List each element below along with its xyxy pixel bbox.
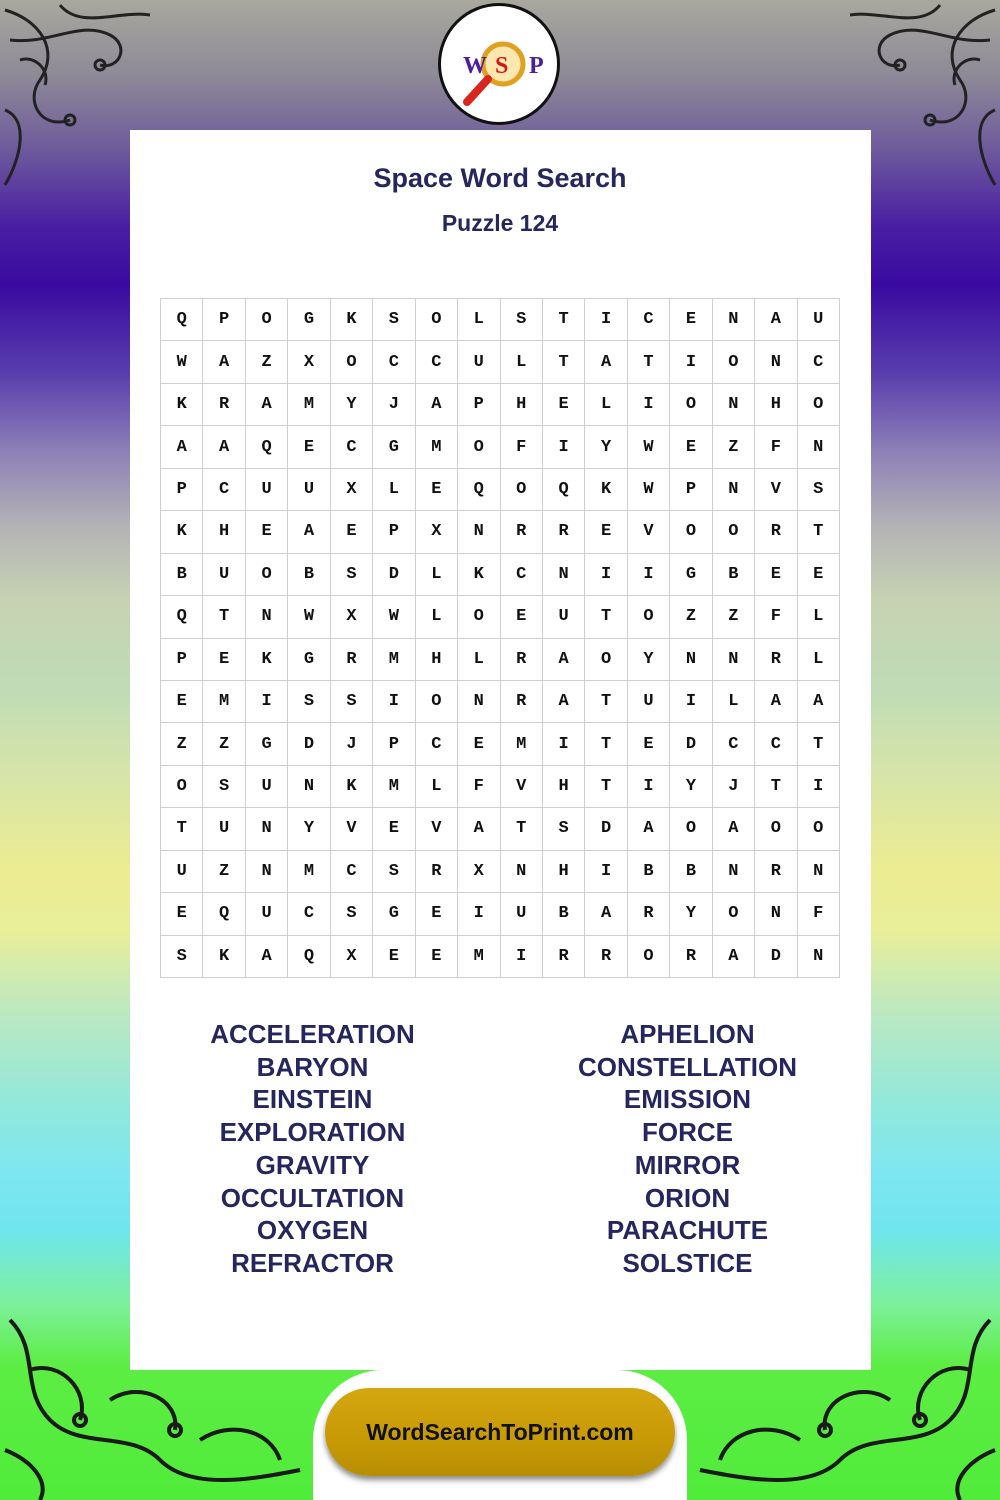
magnifier-icon <box>441 6 557 122</box>
grid-cell[interactable]: P <box>161 469 203 511</box>
grid-cell[interactable]: Z <box>246 341 288 383</box>
grid-cell[interactable]: I <box>585 299 627 341</box>
word-item: ACCELERATION <box>210 1019 415 1049</box>
grid-cell[interactable]: O <box>501 469 543 511</box>
grid-cell[interactable]: Y <box>670 893 712 935</box>
grid-cell[interactable]: O <box>246 299 288 341</box>
grid-cell[interactable]: E <box>288 426 330 468</box>
grid-cell[interactable]: I <box>543 426 585 468</box>
grid-cell[interactable]: E <box>373 808 415 850</box>
grid-cell[interactable]: A <box>585 341 627 383</box>
grid-cell[interactable]: N <box>798 936 840 978</box>
word-item: OXYGEN <box>256 1215 369 1246</box>
grid-cell[interactable]: V <box>755 469 797 511</box>
grid-cell[interactable]: B <box>161 554 203 596</box>
grid-cell[interactable]: S <box>161 936 203 978</box>
grid-cell[interactable]: R <box>203 384 245 426</box>
grid-cell[interactable]: U <box>246 766 288 808</box>
grid-cell[interactable]: A <box>543 639 585 681</box>
grid-cell[interactable]: W <box>628 469 670 511</box>
site-link-button[interactable]: WordSearchToPrint.com <box>325 1388 675 1476</box>
grid-cell[interactable]: S <box>798 469 840 511</box>
wsp-logo <box>438 3 560 125</box>
grid-cell[interactable]: X <box>458 851 500 893</box>
grid-cell[interactable]: H <box>203 511 245 553</box>
grid-cell[interactable]: G <box>670 554 712 596</box>
grid-cell[interactable]: C <box>798 341 840 383</box>
grid-cell[interactable]: O <box>798 384 840 426</box>
grid-cell[interactable]: T <box>543 341 585 383</box>
grid-cell[interactable]: O <box>713 893 755 935</box>
grid-cell[interactable]: O <box>670 384 712 426</box>
grid-cell[interactable]: E <box>458 723 500 765</box>
grid-cell[interactable]: S <box>331 554 373 596</box>
grid-cell[interactable]: R <box>755 511 797 553</box>
grid-cell[interactable]: A <box>755 681 797 723</box>
grid-cell[interactable]: C <box>416 723 458 765</box>
grid-cell[interactable]: P <box>670 469 712 511</box>
grid-cell[interactable]: B <box>288 554 330 596</box>
grid-cell[interactable]: P <box>458 384 500 426</box>
grid-cell[interactable]: K <box>161 511 203 553</box>
grid-cell[interactable]: R <box>416 851 458 893</box>
grid-cell[interactable]: N <box>798 851 840 893</box>
grid-cell[interactable]: A <box>755 299 797 341</box>
grid-cell[interactable]: A <box>713 936 755 978</box>
grid-cell[interactable]: U <box>246 893 288 935</box>
grid-cell[interactable]: B <box>670 851 712 893</box>
grid-cell[interactable]: V <box>416 808 458 850</box>
grid-cell[interactable]: S <box>331 681 373 723</box>
grid-cell[interactable]: D <box>585 808 627 850</box>
word-item: SOLSTICE <box>622 1247 753 1278</box>
grid-cell[interactable]: D <box>670 723 712 765</box>
grid-cell[interactable]: G <box>246 723 288 765</box>
grid-cell[interactable]: I <box>628 554 670 596</box>
logo-letter-s: S <box>495 53 509 79</box>
puzzle-number: Puzzle 124 <box>441 210 559 236</box>
grid-cell[interactable]: G <box>373 893 415 935</box>
grid-cell[interactable]: S <box>288 681 330 723</box>
grid-cell[interactable]: W <box>288 596 330 638</box>
grid-cell[interactable]: L <box>798 596 840 638</box>
grid-cell[interactable]: K <box>458 554 500 596</box>
grid-cell[interactable]: R <box>755 639 797 681</box>
grid-cell[interactable]: N <box>458 511 500 553</box>
grid-cell[interactable]: E <box>755 554 797 596</box>
logo-letter-p: P <box>529 53 544 79</box>
grid-cell[interactable]: U <box>501 893 543 935</box>
grid-cell[interactable]: I <box>501 936 543 978</box>
grid-cell[interactable]: P <box>161 639 203 681</box>
grid-cell[interactable]: O <box>670 808 712 850</box>
grid-cell[interactable]: N <box>288 766 330 808</box>
letter-grid <box>160 298 840 978</box>
grid-cell[interactable]: I <box>458 893 500 935</box>
grid-cell[interactable]: Q <box>543 469 585 511</box>
logo-letter-w: W <box>463 53 487 79</box>
grid-cell[interactable]: D <box>755 936 797 978</box>
grid-cell[interactable]: V <box>331 808 373 850</box>
grid-cell[interactable]: N <box>713 384 755 426</box>
grid-cell[interactable]: O <box>246 554 288 596</box>
grid-cell[interactable]: C <box>628 299 670 341</box>
grid-cell[interactable]: K <box>331 766 373 808</box>
grid-cell[interactable]: D <box>373 554 415 596</box>
grid-cell[interactable]: Q <box>288 936 330 978</box>
word-item: PARACHUTE <box>606 1215 769 1246</box>
grid-cell[interactable]: P <box>203 299 245 341</box>
grid-cell[interactable]: M <box>501 723 543 765</box>
grid-cell[interactable]: C <box>203 469 245 511</box>
grid-cell[interactable]: N <box>458 681 500 723</box>
grid-cell[interactable]: U <box>203 808 245 850</box>
grid-cell[interactable]: L <box>416 766 458 808</box>
grid-cell[interactable]: E <box>161 893 203 935</box>
grid-cell[interactable]: E <box>670 426 712 468</box>
grid-cell[interactable]: W <box>373 596 415 638</box>
grid-cell[interactable]: E <box>628 723 670 765</box>
grid-cell[interactable]: Y <box>628 639 670 681</box>
grid-cell[interactable]: N <box>543 554 585 596</box>
grid-cell[interactable]: L <box>585 384 627 426</box>
grid-cell[interactable]: L <box>416 596 458 638</box>
grid-cell[interactable]: O <box>331 341 373 383</box>
grid-cell[interactable]: T <box>543 299 585 341</box>
grid-cell[interactable]: R <box>670 936 712 978</box>
grid-cell[interactable]: X <box>331 936 373 978</box>
grid-cell[interactable]: T <box>585 723 627 765</box>
grid-cell[interactable]: T <box>161 808 203 850</box>
grid-cell[interactable]: Y <box>288 808 330 850</box>
grid-cell[interactable]: O <box>458 426 500 468</box>
grid-cell[interactable]: F <box>458 766 500 808</box>
grid-cell[interactable]: Z <box>713 426 755 468</box>
grid-cell[interactable]: M <box>288 384 330 426</box>
grid-cell[interactable]: S <box>501 299 543 341</box>
grid-cell[interactable]: Z <box>161 723 203 765</box>
grid-cell[interactable]: R <box>501 681 543 723</box>
grid-cell[interactable]: Z <box>203 851 245 893</box>
grid-cell[interactable]: A <box>246 384 288 426</box>
grid-cell[interactable]: O <box>628 936 670 978</box>
grid-cell[interactable]: T <box>585 681 627 723</box>
grid-cell[interactable]: E <box>203 639 245 681</box>
grid-cell[interactable]: Q <box>203 893 245 935</box>
grid-cell[interactable]: Q <box>161 596 203 638</box>
word-item: ORION <box>644 1182 731 1213</box>
grid-cell[interactable]: J <box>331 723 373 765</box>
grid-cell[interactable]: E <box>416 936 458 978</box>
grid-cell[interactable]: I <box>543 723 585 765</box>
grid-cell[interactable]: N <box>713 469 755 511</box>
grid-cell[interactable]: R <box>543 936 585 978</box>
grid-cell[interactable]: O <box>585 639 627 681</box>
word-item: EMISSION <box>623 1084 752 1115</box>
grid-cell[interactable]: S <box>203 766 245 808</box>
grid-cell[interactable]: A <box>798 681 840 723</box>
grid-cell[interactable]: C <box>373 341 415 383</box>
grid-cell[interactable]: C <box>331 851 373 893</box>
grid-cell[interactable]: H <box>416 639 458 681</box>
grid-cell[interactable]: T <box>203 596 245 638</box>
grid-cell[interactable]: T <box>798 723 840 765</box>
grid-cell[interactable]: R <box>628 893 670 935</box>
grid-cell[interactable]: L <box>458 639 500 681</box>
grid-cell[interactable]: I <box>628 384 670 426</box>
grid-cell[interactable]: F <box>501 426 543 468</box>
grid-cell[interactable]: U <box>161 851 203 893</box>
grid-cell[interactable]: A <box>543 681 585 723</box>
grid-cell[interactable]: C <box>288 893 330 935</box>
grid-cell[interactable]: T <box>628 341 670 383</box>
grid-cell[interactable]: V <box>501 766 543 808</box>
grid-cell[interactable]: E <box>670 299 712 341</box>
grid-cell[interactable]: T <box>585 596 627 638</box>
grid-cell[interactable]: I <box>628 766 670 808</box>
grid-cell[interactable]: S <box>373 299 415 341</box>
grid-cell[interactable]: L <box>798 639 840 681</box>
grid-cell[interactable]: G <box>288 639 330 681</box>
grid-cell[interactable]: T <box>755 766 797 808</box>
grid-cell[interactable]: O <box>628 596 670 638</box>
grid-cell[interactable]: T <box>798 511 840 553</box>
grid-cell[interactable]: R <box>331 639 373 681</box>
grid-cell[interactable]: X <box>288 341 330 383</box>
grid-cell[interactable]: E <box>798 554 840 596</box>
grid-cell[interactable]: I <box>670 681 712 723</box>
grid-cell[interactable]: G <box>288 299 330 341</box>
word-item: OCCULTATION <box>220 1182 405 1213</box>
grid-cell[interactable]: A <box>246 936 288 978</box>
grid-cell[interactable]: K <box>203 936 245 978</box>
grid-cell[interactable]: V <box>628 511 670 553</box>
grid-cell[interactable]: G <box>373 426 415 468</box>
grid-cell[interactable]: L <box>458 299 500 341</box>
grid-cell[interactable]: M <box>373 639 415 681</box>
grid-cell[interactable]: A <box>713 808 755 850</box>
grid-cell[interactable]: N <box>246 596 288 638</box>
grid-cell[interactable]: U <box>458 341 500 383</box>
grid-cell[interactable]: T <box>585 766 627 808</box>
grid-cell[interactable]: H <box>501 384 543 426</box>
grid-cell[interactable]: D <box>288 723 330 765</box>
grid-cell[interactable]: Y <box>670 766 712 808</box>
grid-cell[interactable]: H <box>543 766 585 808</box>
grid-cell[interactable]: K <box>585 469 627 511</box>
grid-cell[interactable]: Q <box>458 469 500 511</box>
grid-cell[interactable]: E <box>161 681 203 723</box>
grid-cell[interactable]: J <box>373 384 415 426</box>
grid-cell[interactable]: N <box>755 893 797 935</box>
grid-cell[interactable]: C <box>416 341 458 383</box>
grid-cell[interactable]: A <box>203 426 245 468</box>
grid-cell[interactable]: K <box>331 299 373 341</box>
grid-cell[interactable]: S <box>373 851 415 893</box>
grid-cell[interactable]: R <box>543 511 585 553</box>
grid-cell[interactable]: O <box>713 341 755 383</box>
grid-cell[interactable]: X <box>416 511 458 553</box>
grid-cell[interactable]: F <box>798 893 840 935</box>
word-item: APHELION <box>620 1019 755 1049</box>
grid-cell[interactable]: I <box>585 554 627 596</box>
grid-cell[interactable]: E <box>416 893 458 935</box>
word-list-right <box>535 1018 840 1280</box>
grid-cell[interactable]: C <box>501 554 543 596</box>
grid-cell[interactable]: K <box>161 384 203 426</box>
grid-cell[interactable]: A <box>458 808 500 850</box>
grid-cell[interactable]: T <box>501 808 543 850</box>
grid-cell[interactable]: A <box>203 341 245 383</box>
grid-cell[interactable]: R <box>501 511 543 553</box>
grid-cell[interactable]: Q <box>161 299 203 341</box>
word-item: FORCE <box>642 1117 733 1148</box>
grid-cell[interactable]: B <box>713 554 755 596</box>
grid-cell[interactable]: Q <box>246 426 288 468</box>
grid-cell[interactable]: A <box>416 384 458 426</box>
grid-cell[interactable]: M <box>203 681 245 723</box>
grid-cell[interactable]: O <box>458 596 500 638</box>
grid-cell[interactable]: R <box>585 936 627 978</box>
grid-cell[interactable]: B <box>543 893 585 935</box>
grid-cell[interactable]: M <box>416 426 458 468</box>
word-item: EXPLORATION <box>219 1117 406 1148</box>
grid-cell[interactable]: M <box>458 936 500 978</box>
word-item: MIRROR <box>634 1149 741 1180</box>
grid-cell[interactable]: E <box>585 511 627 553</box>
grid-cell[interactable]: E <box>373 936 415 978</box>
grid-cell[interactable]: P <box>373 511 415 553</box>
page-title: Space Word Search <box>373 163 627 193</box>
grid-cell[interactable]: W <box>161 341 203 383</box>
grid-cell[interactable]: E <box>543 384 585 426</box>
grid-cell[interactable]: N <box>246 851 288 893</box>
grid-cell[interactable]: N <box>713 851 755 893</box>
grid-cell[interactable]: I <box>798 766 840 808</box>
grid-cell[interactable]: E <box>246 511 288 553</box>
grid-cell[interactable]: A <box>161 426 203 468</box>
grid-cell[interactable]: X <box>331 596 373 638</box>
grid-cell[interactable]: N <box>246 808 288 850</box>
grid-cell[interactable]: E <box>331 511 373 553</box>
grid-cell[interactable]: O <box>713 511 755 553</box>
grid-cell[interactable]: N <box>501 851 543 893</box>
grid-cell[interactable]: B <box>628 851 670 893</box>
grid-cell[interactable]: K <box>246 639 288 681</box>
grid-cell[interactable]: E <box>501 596 543 638</box>
grid-cell[interactable]: O <box>670 511 712 553</box>
grid-cell[interactable]: Y <box>585 426 627 468</box>
grid-cell[interactable]: H <box>755 384 797 426</box>
grid-cell[interactable]: N <box>755 341 797 383</box>
grid-cell[interactable]: L <box>373 469 415 511</box>
grid-cell[interactable]: A <box>288 511 330 553</box>
word-item: GRAVITY <box>255 1149 370 1180</box>
grid-cell[interactable]: Z <box>713 596 755 638</box>
grid-cell[interactable]: S <box>543 808 585 850</box>
grid-cell[interactable]: R <box>501 639 543 681</box>
grid-cell[interactable]: W <box>628 426 670 468</box>
grid-cell[interactable]: S <box>331 893 373 935</box>
grid-cell[interactable]: J <box>713 766 755 808</box>
grid-cell[interactable]: O <box>755 808 797 850</box>
grid-cell[interactable]: C <box>713 723 755 765</box>
grid-cell[interactable]: I <box>670 341 712 383</box>
grid-cell[interactable]: U <box>628 681 670 723</box>
grid-cell[interactable]: M <box>288 851 330 893</box>
grid-cell[interactable]: R <box>755 851 797 893</box>
grid-cell[interactable]: L <box>501 341 543 383</box>
grid-cell[interactable]: A <box>585 893 627 935</box>
grid-cell[interactable]: I <box>246 681 288 723</box>
grid-cell[interactable]: N <box>798 426 840 468</box>
word-item: CONSTELLATION <box>577 1051 798 1082</box>
grid-cell[interactable]: Z <box>203 723 245 765</box>
grid-cell[interactable]: O <box>416 681 458 723</box>
grid-cell[interactable]: Z <box>670 596 712 638</box>
grid-cell[interactable]: E <box>416 469 458 511</box>
grid-cell[interactable]: U <box>798 299 840 341</box>
grid-cell[interactable]: U <box>288 469 330 511</box>
grid-cell[interactable]: H <box>543 851 585 893</box>
grid-cell[interactable]: O <box>161 766 203 808</box>
grid-cell[interactable]: O <box>416 299 458 341</box>
grid-cell[interactable]: N <box>713 639 755 681</box>
grid-cell[interactable]: U <box>246 469 288 511</box>
grid-cell[interactable]: X <box>331 469 373 511</box>
word-item: EINSTEIN <box>252 1084 373 1115</box>
grid-cell[interactable]: A <box>628 808 670 850</box>
word-item: REFRACTOR <box>231 1247 394 1278</box>
grid-cell[interactable]: N <box>713 299 755 341</box>
grid-cell[interactable]: P <box>373 723 415 765</box>
grid-cell[interactable]: I <box>373 681 415 723</box>
word-list-left <box>160 1018 465 1280</box>
word-item: BARYON <box>256 1051 369 1082</box>
grid-cell[interactable]: U <box>543 596 585 638</box>
grid-cell[interactable]: C <box>331 426 373 468</box>
grid-cell[interactable]: O <box>798 808 840 850</box>
grid-cell[interactable]: M <box>373 766 415 808</box>
grid-cell[interactable]: F <box>755 426 797 468</box>
grid-cell[interactable]: I <box>585 851 627 893</box>
grid-cell[interactable]: F <box>755 596 797 638</box>
grid-cell[interactable]: N <box>670 639 712 681</box>
grid-cell[interactable]: L <box>713 681 755 723</box>
grid-cell[interactable]: C <box>755 723 797 765</box>
grid-cell[interactable]: U <box>203 554 245 596</box>
grid-cell[interactable]: Y <box>331 384 373 426</box>
grid-cell[interactable]: L <box>416 554 458 596</box>
